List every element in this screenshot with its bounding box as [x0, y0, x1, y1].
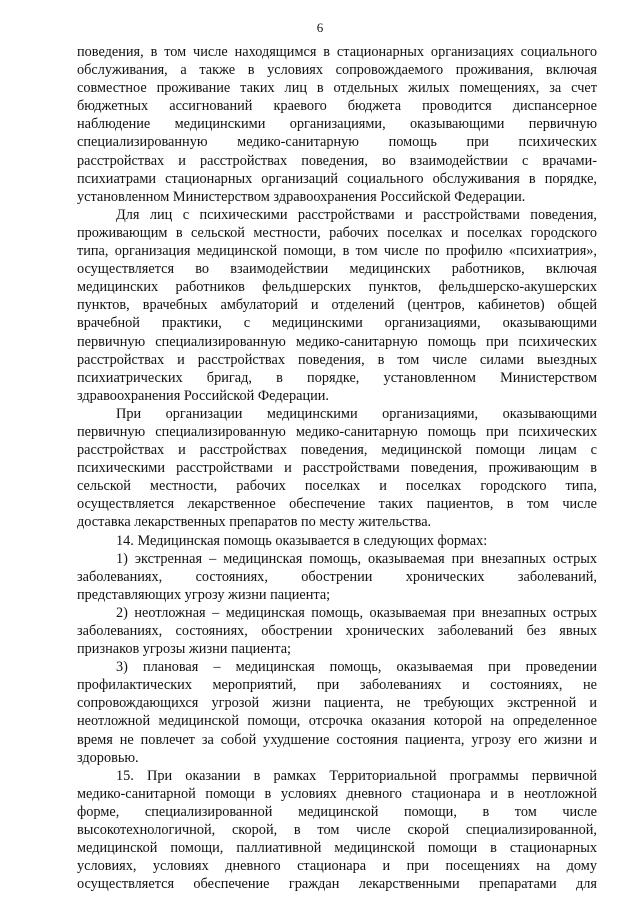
text-line: Для лиц с психическими расстройствами и расстройствами поведения, [116, 206, 597, 223]
text-line: время не повлечет за собой ухудшение состояния пациента, угрозу его жизни и [77, 731, 597, 748]
text-line: бюджетных ассигнований краевого бюджета проводится диспансерное [77, 98, 597, 115]
text-line: совместное проживание таких лиц в отдельных жилых помещениях, за счет [77, 80, 597, 97]
text-line: наблюдение медицинскими организациями, оказывающими первичную [77, 116, 597, 133]
text-line: 3) плановая – медицинская помощь, оказываемая при проведении [116, 659, 597, 676]
text-line: условиях, условиях дневного стационара и при посещениях на дому [77, 858, 597, 875]
text-line: форме, специализированной медицинской помощи, в том числе [77, 803, 597, 820]
text-line: врачебной практики, с медицинскими организациями, оказывающими [77, 315, 597, 332]
document-body [77, 43, 597, 893]
text-line: При организации медицинскими организациями, оказывающими [116, 405, 597, 422]
text-line: расстройствах и расстройствах поведения, медицинской помощи лицам с [77, 442, 597, 459]
text-line: осуществляется лекарственное обеспечение таких пациентов, в том числе [77, 496, 597, 513]
text-line: первичную специализированную медико-санитарную помощь при психических [77, 333, 597, 350]
text-line: 15. При оказании в рамках Территориальной программы первичной [116, 767, 597, 784]
text-line: психическими расстройствами и расстройствами поведения, проживающим в [77, 460, 597, 477]
text-line: специализированную медико-санитарную помощь при психических [77, 134, 597, 151]
text-line: установленном Министерством здравоохранения Российской Федерации. [77, 188, 526, 205]
text-line: сельской местности, рабочих поселках и поселках городского типа, [77, 478, 597, 495]
text-line: первичную специализированную медико-санитарную помощь при психических [77, 423, 597, 440]
text-line: 14. Медицинская помощь оказывается в следующих формах: [116, 532, 488, 549]
text-line: представляющих угрозу жизни пациента; [77, 586, 331, 603]
text-line: неотложной медицинской помощи, отсрочка оказания которой на определенное [77, 713, 597, 730]
text-line: поведения, в том числе находящимся в стационарных организациях социального [77, 44, 597, 60]
text-line: пунктов, врачебных амбулаторий и отделений (центров, кабинетов) общей [77, 297, 597, 314]
text-line: психиатрами стационарных организаций социального обслуживания в порядке, [77, 170, 597, 187]
text-line: осуществляется обеспечение граждан лекарственными препаратами для [77, 876, 597, 893]
text-line: обслуживания, а также в условиях сопровождаемого проживания, включая [77, 62, 597, 79]
text-line: доставка лекарственных препаратов по месту жительства. [77, 514, 432, 531]
text-line: медицинской помощи, паллиативной медицинской помощи в стационарных [77, 840, 597, 857]
text-line: признаков угрозы жизни пациента; [77, 641, 292, 658]
text-line: психиатрических бригад, в порядке, установленном Министерством [77, 369, 597, 386]
text-line: медико-санитарной помощи в условиях дневного стационара и в неотложной [77, 785, 597, 802]
text-line: заболеваниях, состояниях, обострении хронических заболеваний, [77, 568, 597, 585]
text-line: расстройствах и расстройствах поведения, в том числе силами выездных [77, 351, 597, 368]
text-line: расстройствах и расстройствах поведения, во взаимодействии с врачами- [77, 152, 597, 169]
text-line: типа, организация медицинской помощи, в том числе по профилю «психиатрия», [77, 243, 597, 260]
text-line: осуществляется во взаимодействии медицинских работников, включая [77, 261, 597, 278]
text-line: 2) неотложная – медицинская помощь, оказываемая при внезапных острых [116, 604, 597, 621]
text-line: профилактических мероприятий, при заболеваниях и состояниях, не [77, 677, 597, 694]
page-number: 6 [316, 20, 324, 35]
text-line: здоровью. [77, 749, 139, 766]
text-line: здравоохранения Российской Федерации. [77, 387, 329, 404]
text-line: 1) экстренная – медицинская помощь, оказываемая при внезапных острых [116, 550, 597, 567]
text-line: медицинских работников фельдшерских пунктов, фельдшерско-акушерских [77, 279, 597, 296]
text-line: высокотехнологичной, скорой, в том числе скорой специализированной, [77, 822, 597, 839]
text-line: сопровождающихся угрозой жизни пациента, не требующих экстренной и [77, 695, 597, 712]
text-line: заболеваниях, состояниях, обострении хронических заболеваний без явных [77, 623, 597, 639]
text-line: проживающим в сельской местности, рабочих поселках и поселках городского [77, 224, 597, 241]
